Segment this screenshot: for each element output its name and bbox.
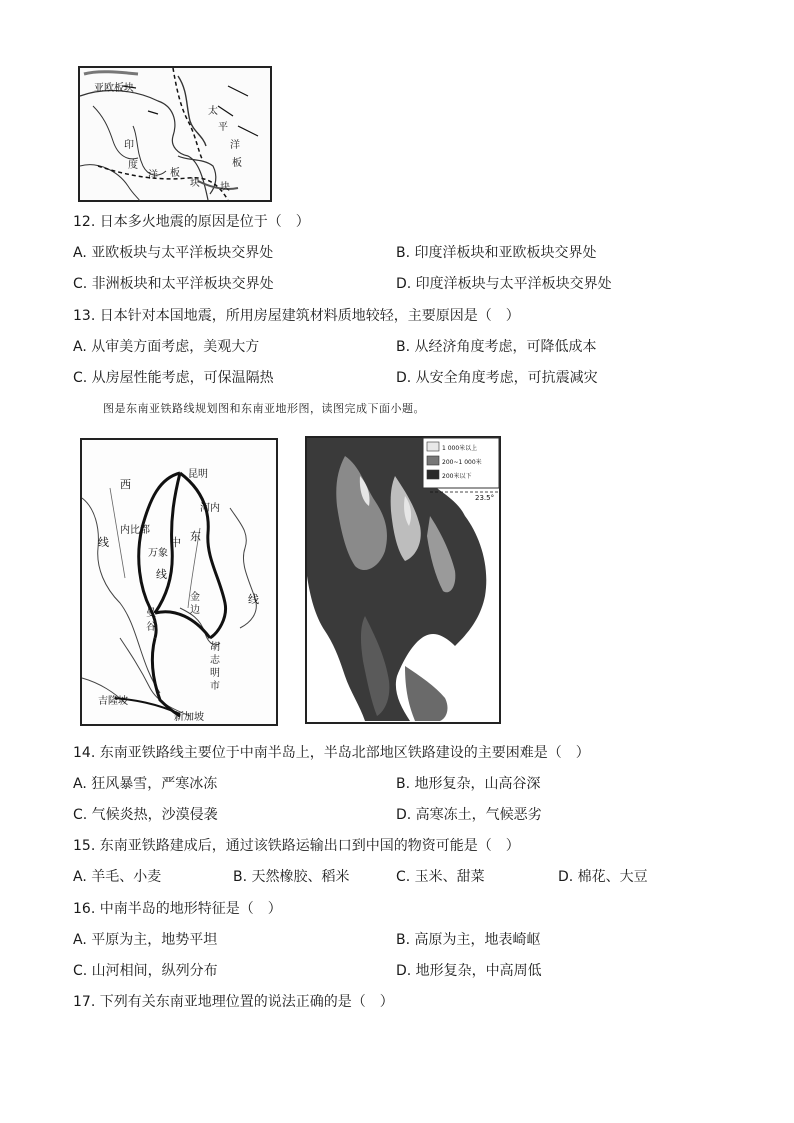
- indian-plate-label-3: 洋: [148, 170, 158, 181]
- question-16-option-d[interactable]: D. 地形复杂，中高周低: [396, 963, 542, 979]
- question-12-stem: 12. 日本多火地震的原因是位于（ ）: [73, 214, 310, 230]
- eurasian-plate-label: 亚欧板块: [94, 83, 134, 94]
- question-16-stem: 16. 中南半岛的地形特征是（ ）: [73, 901, 282, 917]
- question-14-option-d[interactable]: D. 高寒冻土，气候恶劣: [396, 807, 542, 823]
- west-line-label-1: 西: [120, 478, 131, 491]
- legend-swatch-high: [427, 442, 439, 451]
- east-line-label-1: 东: [190, 530, 201, 543]
- city-phnompenh-label-2: 边: [190, 605, 200, 616]
- question-13-option-a[interactable]: A. 从审美方面考虑，美观大方: [73, 339, 260, 355]
- indian-plate-label-5: 块: [190, 178, 200, 189]
- question-15-stem: 15. 东南亚铁路建成后，通过该铁路运输出口到中国的物资可能是（ ）: [73, 838, 520, 854]
- indian-plate-label-2: 度: [128, 160, 138, 171]
- question-16-option-c[interactable]: C. 山河相间，纵列分布: [73, 963, 218, 979]
- east-line-label-2: 线: [248, 593, 259, 606]
- railway-map-figure: [80, 438, 278, 726]
- tropic-of-cancer-label: 23.5°: [475, 494, 495, 502]
- question-16-option-b[interactable]: B. 高原为主，地表崎岖: [396, 932, 541, 948]
- question-15-option-b[interactable]: B. 天然橡胶、稻米: [233, 869, 350, 885]
- question-12-option-b[interactable]: B. 印度洋板块和亚欧板块交界处: [396, 245, 597, 261]
- city-hcmc-label-1: 胡: [210, 642, 220, 653]
- indian-plate-label-4: 板: [170, 168, 180, 179]
- question-13-option-b[interactable]: B. 从经济角度考虑，可降低成本: [396, 339, 597, 355]
- pacific-plate-label-3: 洋: [230, 140, 240, 151]
- west-line-label-2: 线: [98, 536, 109, 549]
- city-hcmc-label-4: 市: [210, 681, 220, 692]
- question-12-option-a[interactable]: A. 亚欧板块与太平洋板块交界处: [73, 245, 274, 261]
- question-15-option-d[interactable]: D. 棉花、大豆: [558, 869, 648, 885]
- city-bangkok-label-2: 谷: [146, 622, 156, 633]
- city-phnompenh-label-1: 金: [190, 592, 200, 603]
- legend-label-mid: 200~1 000米: [442, 459, 482, 466]
- indian-plate-label-1: 印: [124, 140, 134, 151]
- legend-label-high: 1 000米以上: [442, 445, 478, 452]
- question-14-stem: 14. 东南亚铁路线主要位于中南半岛上，半岛北部地区铁路建设的主要困难是（ ）: [73, 745, 590, 761]
- middle-line-label-2: 线: [156, 568, 167, 581]
- question-15-option-c[interactable]: C. 玉米、甜菜: [396, 869, 485, 885]
- question-17-stem: 17. 下列有关东南亚地理位置的说法正确的是（ ）: [73, 994, 394, 1010]
- question-14-option-a[interactable]: A. 狂风暴雪，严寒冰冻: [73, 776, 218, 792]
- city-hanoi-label: 河内: [200, 503, 220, 514]
- question-12-option-c[interactable]: C. 非洲板块和太平洋板块交界处: [73, 276, 274, 292]
- legend-swatch-mid: [427, 456, 439, 465]
- question-15-option-a[interactable]: A. 羊毛、小麦: [73, 869, 162, 885]
- question-12-option-d[interactable]: D. 印度洋板块与太平洋板块交界处: [396, 276, 612, 292]
- pacific-plate-label-1: 太: [208, 106, 218, 117]
- city-bangkok-label-1: 曼: [146, 608, 156, 619]
- city-kualalumpur-label: 吉隆坡: [98, 696, 128, 707]
- legend-swatch-low: [427, 470, 439, 479]
- city-singapore-label: 新加坡: [174, 712, 204, 723]
- city-hcmc-label-2: 志: [210, 655, 220, 666]
- question-14-option-b[interactable]: B. 地形复杂，山高谷深: [396, 776, 541, 792]
- pacific-plate-label-5: 块: [220, 182, 230, 193]
- middle-line-label-1: 中: [170, 536, 181, 549]
- figure-intro-text: 图是东南亚铁路线规划图和东南亚地形图，读图完成下面小题。: [103, 402, 425, 415]
- city-hcmc-label-3: 明: [210, 668, 220, 679]
- terrain-map-figure: [305, 436, 501, 724]
- question-13-option-d[interactable]: D. 从安全角度考虑，可抗震减灾: [396, 370, 598, 386]
- city-vientiane-label: 万象: [148, 548, 168, 559]
- question-16-option-a[interactable]: A. 平原为主，地势平坦: [73, 932, 218, 948]
- question-13-stem: 13. 日本针对本国地震，所用房屋建筑材料质地较轻，主要原因是（ ）: [73, 308, 520, 324]
- legend-label-low: 200米以下: [442, 473, 472, 480]
- plate-map-figure: [78, 66, 272, 202]
- pacific-plate-label-2: 平: [218, 122, 228, 133]
- pacific-plate-label-4: 板: [232, 158, 242, 169]
- question-13-option-c[interactable]: C. 从房屋性能考虑，可保温隔热: [73, 370, 274, 386]
- question-14-option-c[interactable]: C. 气候炎热，沙漠侵袭: [73, 807, 218, 823]
- middle-line-naypyidaw-label: 内比都: [120, 525, 150, 536]
- city-kunming-label: 昆明: [188, 469, 208, 480]
